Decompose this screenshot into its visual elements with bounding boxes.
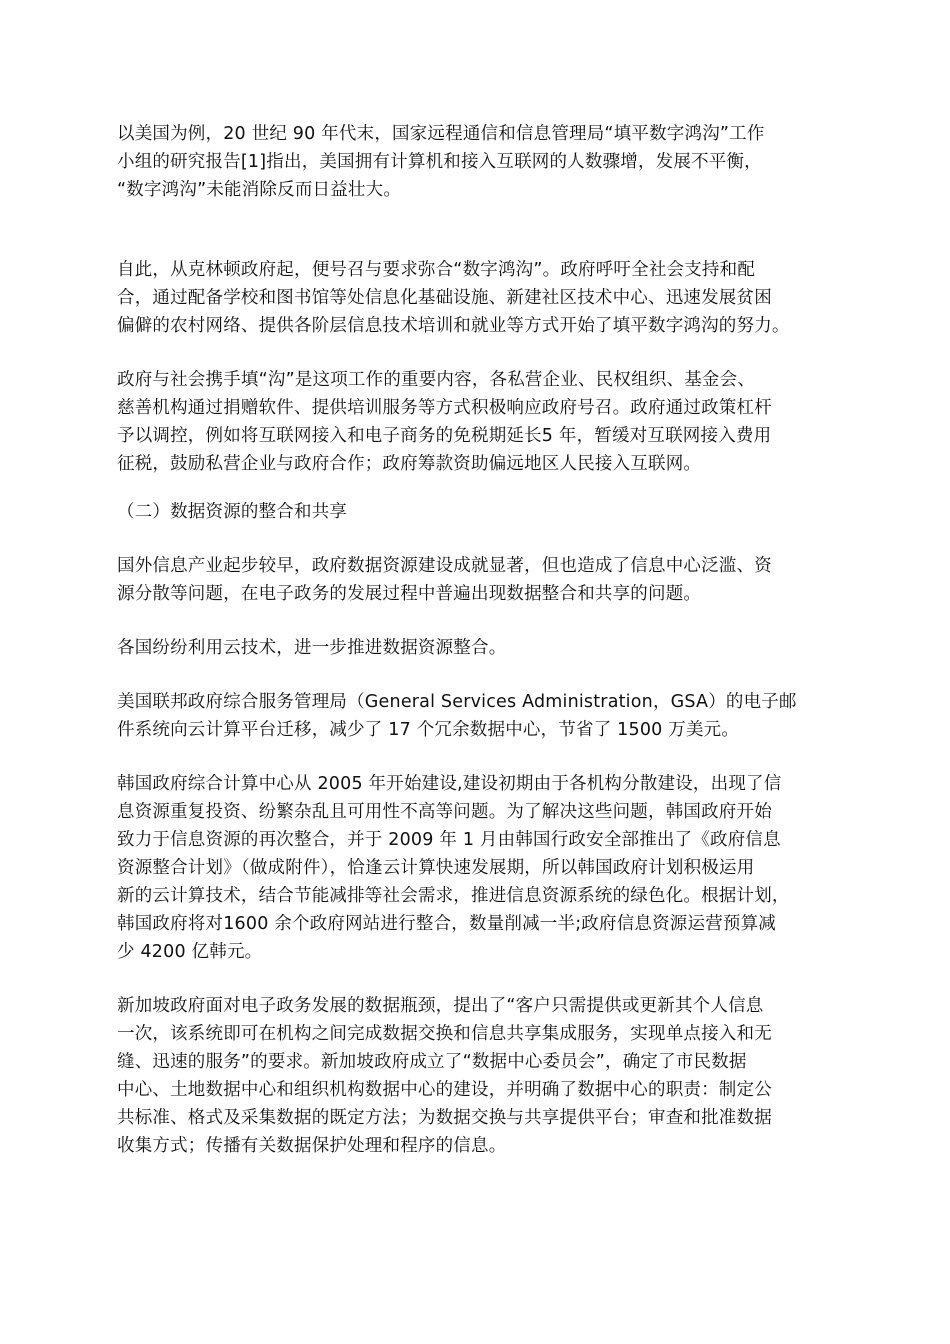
- paragraph-singapore-data-center: [117, 992, 857, 1160]
- text-line: 以美国为例，20 世纪 90 年代末，国家远程通信和信息管理局“填平数字鸿沟”工作: [117, 124, 765, 144]
- text-line: 资源整合计划》（做成附件），恰逢云计算快速发展期，所以韩国政府计划积极运用: [117, 858, 755, 878]
- paragraph-government-society: [117, 366, 857, 478]
- text-line: 收集方式；传播有关数据保护处理和程序的信息。: [117, 1136, 507, 1156]
- text-line: （二）数据资源的整合和共享: [117, 502, 348, 522]
- text-line: 韩国政府综合计算中心从 2005 年开始建设,建设初期由于各机构分散建设，出现了信: [117, 774, 782, 794]
- text-line: 小组的研究报告[1]指出，美国拥有计算机和接入互联网的人数骤增，发展不平衡，: [117, 152, 762, 172]
- text-line: 一次，该系统即可在机构之间完成数据交换和信息共享集成服务，实现单点接入和无: [117, 1024, 772, 1044]
- text-line: 韩国政府将对1600 余个政府网站进行整合，数量削减一半;政府信息资源运营预算减: [117, 914, 776, 934]
- text-line: 合，通过配备学校和图书馆等处信息化基础设施、新建社区技术中心、迅速发展贫困: [117, 288, 772, 308]
- document-page: [117, 120, 857, 1160]
- text-line: 中心、土地数据中心和组织机构数据中心的建设，并明确了数据中心的职责：制定公: [117, 1080, 772, 1100]
- text-line: 国外信息产业起步较早，政府数据资源建设成就显著，但也造成了信息中心泛滥、资: [117, 556, 772, 576]
- paragraph-clinton-government: [117, 256, 857, 340]
- paragraph-korea-computing-center: [117, 770, 857, 966]
- text-line: 致力于信息资源的再次整合，并于 2009 年 1 月由韩国行政安全部推出了《政府信息: [117, 830, 781, 850]
- paragraph-us-gsa: [117, 688, 857, 744]
- text-line: 自此，从克林顿政府起，便号召与要求弥合“数字鸿沟”。政府呼吁全社会支持和配: [117, 260, 756, 280]
- paragraph-foreign-industry: [117, 552, 857, 608]
- section-heading-data-integration: [117, 498, 857, 526]
- text-line: 新加坡政府面对电子政务发展的数据瓶颈，提出了“客户只需提供或更新其个人信息: [117, 996, 764, 1016]
- text-line: 予以调控，例如将互联网接入和电子商务的免税期延长5 年，暂缓对互联网接入费用: [117, 426, 772, 446]
- text-line: 息资源重复投资、纷繁杂乱且可用性不高等问题。为了解决这些问题，韩国政府开始: [117, 802, 772, 822]
- text-line: 缝、迅速的服务”的要求。新加坡政府成立了“数据中心委员会”，确定了市民数据: [117, 1052, 747, 1072]
- text-line: 新的云计算技术，结合节能减排等社会需求，推进信息资源系统的绿色化。根据计划，: [117, 886, 790, 906]
- text-line: 慈善机构通过捐赠软件、提供培训服务等方式积极响应政府号召。政府通过政策杠杆: [117, 398, 772, 418]
- text-line: 共标准、格式及采集数据的既定方法；为数据交换与共享提供平台；审查和批准数据: [117, 1108, 772, 1128]
- text-line: 少 4200 亿韩元。: [117, 942, 263, 962]
- text-line: 各国纷纷利用云技术，进一步推进数据资源整合。: [117, 638, 507, 658]
- text-line: 源分散等问题，在电子政务的发展过程中普遍出现数据整合和共享的问题。: [117, 584, 702, 604]
- text-line: 征税，鼓励私营企业与政府合作；政府筹款资助偏远地区人民接入互联网。: [117, 454, 702, 474]
- paragraph-us-digital-divide: [117, 120, 857, 204]
- text-line: 件系统向云计算平台迁移，减少了 17 个冗余数据中心，节省了 1500 万美元。: [117, 720, 740, 740]
- text-line: 美国联邦政府综合服务管理局（General Services Administration，GSA）的电子邮: [117, 692, 797, 712]
- paragraph-cloud-technology: [117, 634, 857, 662]
- text-line: 政府与社会携手填“沟”是这项工作的重要内容，各私营企业、民权组织、基金会、: [117, 370, 756, 390]
- text-line: “数字鸿沟”未能消除反而日益壮大。: [117, 180, 402, 200]
- text-line: 偏僻的农村网络、提供各阶层信息技术培训和就业等方式开始了填平数字鸿沟的努力。: [117, 316, 790, 336]
